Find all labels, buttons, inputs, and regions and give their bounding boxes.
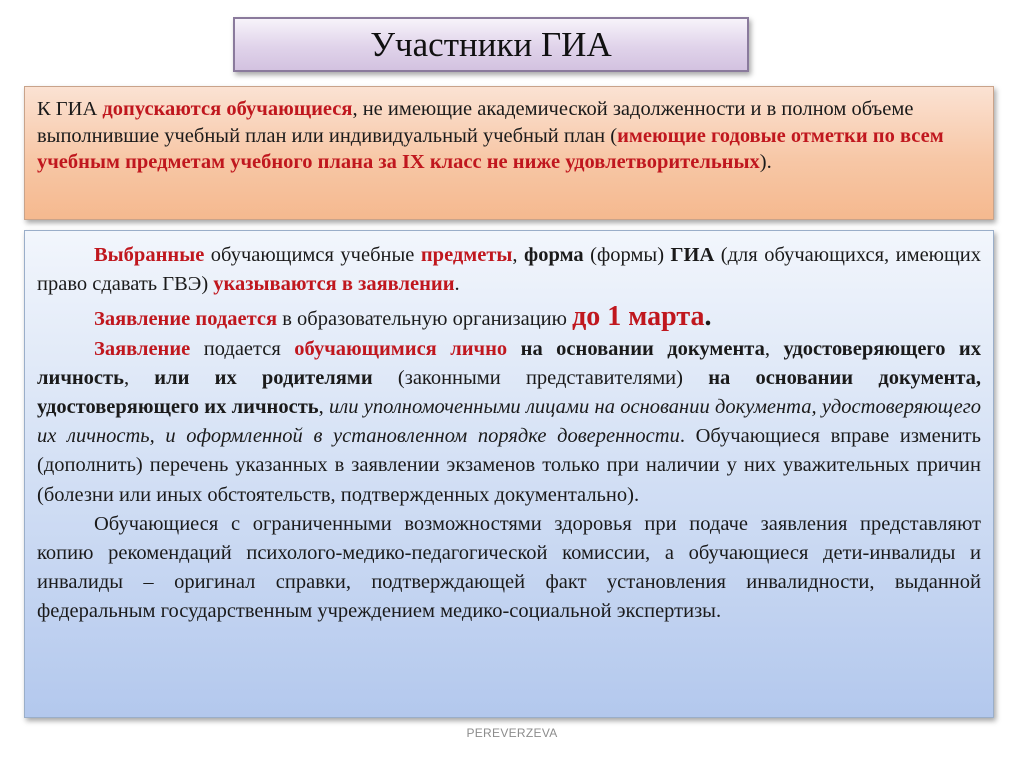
p2-text: в образовательную организацию xyxy=(277,308,573,331)
p1-text-5: . xyxy=(454,273,460,296)
p1-text-4: (для обучающихся, имеющих право сдавать ГВЭ) xyxy=(37,244,982,296)
p1-highlight-indicated: указываются в заявлении xyxy=(213,273,455,296)
p3-bold-basis: на основании документа xyxy=(520,337,765,360)
footer-author: PEREVERZEVA xyxy=(466,726,558,740)
p3-highlight-personally: обучающимися лично xyxy=(294,337,508,360)
p3-highlight-application: Заявление xyxy=(94,337,191,360)
admission-highlight-2: имеющие годовые отметки по всем учебным предметам учебного плана за IX класс не ниже удовлетворительных xyxy=(37,124,944,173)
title-banner xyxy=(233,17,749,72)
p2-deadline-date: до 1 марта xyxy=(572,301,705,333)
p3-text-1: подается xyxy=(190,337,295,360)
p3-bold-parents: или их родителями xyxy=(154,366,373,389)
p3-text-3: . Обучающиеся вправе изменить (дополнить) перечень указанных в заявлении экзаменов только при наличии у них уважительных причин (болезни или иных обстоятельств, подтвержденных документально). xyxy=(37,425,981,506)
paragraph-disabilities: Обучающиеся с ограниченными возможностями здоровья при подаче заявления представляют копию рекомендаций психолого-медико-педагогической комиссии, а обучающиеся дети-инвалиды и инвалиды – оригинал справки, подтверждающей факт установления инвалидности, выданной федеральным государственным учреждением медико-социальной экспертизы. xyxy=(37,512,981,623)
p3-comma-2: , xyxy=(123,366,155,389)
p3-space xyxy=(507,338,520,360)
p3-bold-basis-2: на основании документа, удостоверяющего их личность xyxy=(37,366,982,419)
p3-italic-proxy: или уполномоченными лицами на основании документа, удостоверяющего их личность, и оформленной в установленном порядке доверенности xyxy=(37,396,982,448)
paragraph-subjects xyxy=(37,241,981,299)
p2-highlight: Заявление подается xyxy=(94,308,278,331)
p1-bold-form: форма xyxy=(524,244,584,266)
application-box xyxy=(24,230,994,718)
admission-text-3: ). xyxy=(759,151,772,173)
admission-box xyxy=(24,86,994,220)
paragraph-deadline xyxy=(37,302,981,334)
p3-comma-1: , xyxy=(764,337,784,360)
p1-text-1: обучающимся учебные xyxy=(204,244,421,266)
p1-text-3: (формы) xyxy=(583,244,671,266)
admission-highlight-1: допускаются обучающиеся xyxy=(102,98,353,120)
p3-bold-identity: удостоверяющего их личность xyxy=(37,337,981,389)
admission-text-2: , не имеющие академической задолженности и в полном объеме выполнившие учебный план или индивидуальный учебный план ( xyxy=(37,98,914,147)
p3-text-2: (законными представителями) xyxy=(372,366,709,389)
page-title: Участники ГИА xyxy=(370,24,612,64)
p1-highlight-subjects: предметы xyxy=(420,244,513,266)
paragraph-submission xyxy=(37,335,981,510)
p3-comma-3: , xyxy=(318,396,330,419)
p1-bold-gia: ГИА xyxy=(670,244,715,266)
p1-text-2: , xyxy=(512,244,525,266)
p2-period: . xyxy=(704,301,712,333)
admission-text-1: К ГИА xyxy=(37,98,103,120)
p1-highlight-chosen: Выбранные xyxy=(94,244,205,266)
